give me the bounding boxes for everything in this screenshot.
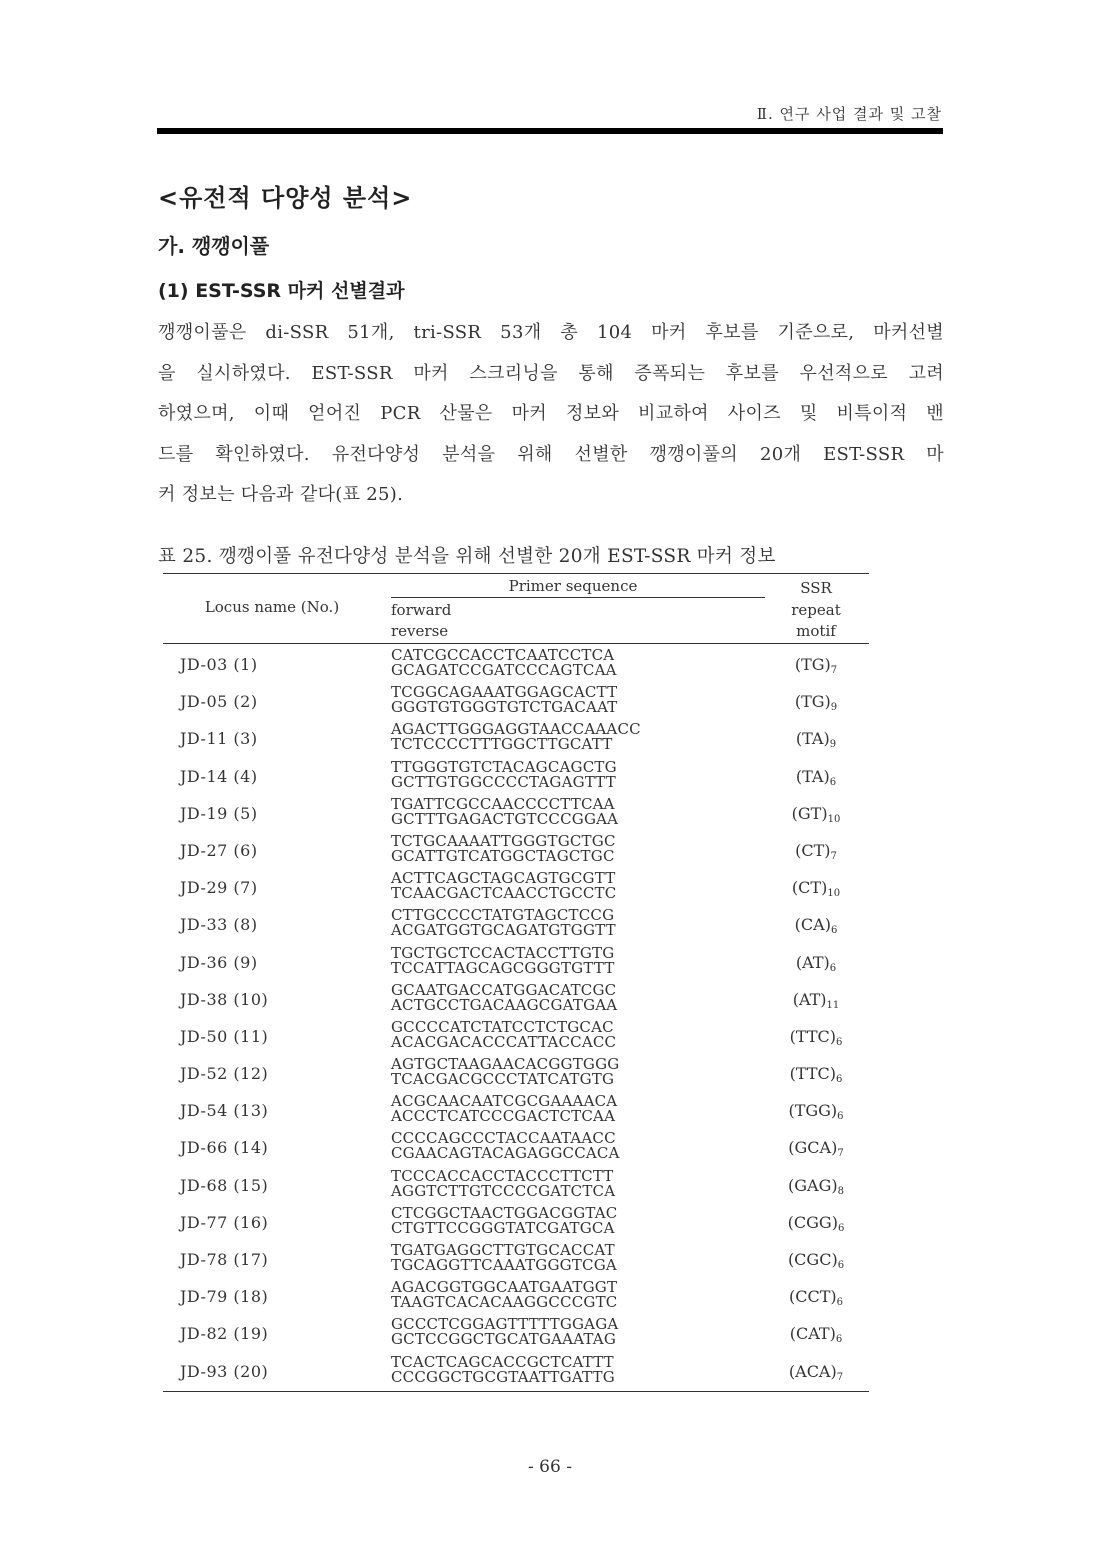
- body-line: 하였으며, 이때 얻어진 PCR 산물은 마커 정보와 비교하여 사이즈 및 비특이적 밴: [158, 403, 944, 424]
- forward-primer: TTGGGTGTCTACAGCAGCTG: [391, 757, 617, 776]
- reverse-primer: TGCAGGTTCAAATGGGTCGA: [391, 1256, 617, 1274]
- motif-repeat-count: 6: [836, 1036, 843, 1048]
- motif-repeat-count: 9: [830, 702, 838, 714]
- motif-unit: (GCA): [788, 1138, 838, 1158]
- table-row: [163, 907, 869, 944]
- ssr-motif: [763, 1027, 869, 1048]
- table-caption: 표 25. 깽깽이풀 유전다양성 분석을 위해 선별한 20개 EST-SSR 마커 정보: [158, 546, 776, 567]
- motif-repeat-count: 7: [836, 1371, 844, 1383]
- subsubsection-title: (1) EST-SSR 마커 선별결과: [158, 280, 405, 302]
- primer-sequence: [391, 871, 616, 901]
- motif-unit: (TA): [795, 766, 830, 786]
- primer-sequence: [391, 1166, 616, 1200]
- forward-primer: ACTTCAGCTAGCAGTGCGTT: [391, 869, 616, 888]
- header-ssr-motif: [763, 578, 869, 643]
- reverse-primer: GGGTGTGGGTGTCTGACAAT: [391, 698, 618, 717]
- reverse-primer: CTGTTCCGGGTATCGATGCA: [391, 1218, 615, 1237]
- body-line: 드를 확인하였다. 유전다양성 분석을 위해 선별한 깽깽이풀의 20개 EST-SSR 마: [158, 443, 944, 465]
- locus-name: JD-82 (19): [180, 1324, 269, 1344]
- ssr-motif: [763, 729, 869, 750]
- motif-repeat-count: 7: [830, 665, 838, 676]
- locus-name: JD-11 (3): [180, 729, 258, 749]
- table-row: [163, 1242, 869, 1279]
- locus-name: JD-77 (16): [180, 1212, 269, 1232]
- ssr-motif: [763, 1138, 869, 1159]
- primer-sequence: [391, 648, 617, 678]
- locus-name: JD-78 (17): [180, 1250, 269, 1269]
- table-row: [163, 1205, 869, 1242]
- table-header: [163, 574, 869, 644]
- ssr-motif: [763, 1213, 869, 1234]
- primer-sequence: [391, 1017, 617, 1051]
- body-line: 커 정보는 다음과 같다(표 25).: [158, 484, 404, 505]
- page-number: - 66 -: [528, 1457, 572, 1477]
- primer-sequence: [391, 980, 618, 1014]
- table-row: [163, 759, 869, 796]
- table-row: [163, 870, 869, 907]
- body-line: 깽깽이풀은 di-SSR 51개, tri-SSR 53개 총 104 마커 후보를 기준으로, 마커선별: [158, 322, 944, 343]
- ssr-motif: [763, 1101, 869, 1122]
- forward-primer: ACGCAACAATCGCGAAAACA: [391, 1092, 618, 1111]
- forward-primer: TGCTGCTCCACTACCTTGTG: [391, 943, 615, 962]
- motif-repeat-count: 10: [827, 888, 841, 900]
- reverse-primer: TCAACGACTCAACCTGCCTC: [391, 884, 617, 903]
- table-row: [163, 1316, 869, 1353]
- reverse-primer: CCCGGCTGCGTAATTGATTG: [391, 1367, 615, 1386]
- locus-name: JD-27 (6): [180, 840, 258, 860]
- primer-sequence: [391, 1317, 618, 1347]
- reverse-primer: TCACGACGCCCTATCATGTG: [391, 1070, 615, 1089]
- forward-primer: TCGGCAGAAATGGAGCACTT: [391, 683, 618, 702]
- header-primer-rule: [391, 597, 765, 598]
- header-locus: Locus name (No.): [204, 598, 340, 616]
- table-row: [163, 684, 869, 721]
- table-row: [163, 1354, 869, 1391]
- forward-primer: TGATGAGGCTTGTGCACCAT: [391, 1241, 615, 1259]
- locus-name: JD-14 (4): [180, 766, 258, 786]
- subsection-title: 가. 깽깽이풀: [158, 234, 270, 258]
- forward-primer: TGATTCGCCAACCCCTTCAA: [391, 794, 615, 813]
- motif-repeat-count: 6: [837, 1111, 844, 1123]
- ssr-motif: [763, 1176, 869, 1197]
- ssr-motif: [763, 953, 869, 974]
- locus-name: JD-54 (13): [180, 1101, 269, 1121]
- table-row: [163, 1056, 869, 1093]
- reverse-primer: GCTCCGGCTGCATGAAATAG: [391, 1330, 617, 1349]
- primer-sequence: [391, 1352, 615, 1386]
- ssr-motif: [763, 878, 869, 899]
- motif-repeat-count: 7: [837, 1148, 844, 1160]
- locus-name: JD-36 (9): [180, 952, 258, 972]
- motif-repeat-count: 9: [829, 739, 837, 751]
- locus-name: JD-03 (1): [180, 655, 258, 674]
- header-forward: forward: [391, 601, 452, 619]
- motif-repeat-count: 6: [830, 925, 838, 937]
- ssr-motif: [763, 1064, 869, 1085]
- reverse-primer: ACACGACACCCATTACCACC: [391, 1032, 617, 1051]
- motif-unit: (TGG): [788, 1101, 838, 1121]
- motif-repeat-count: 8: [837, 1185, 844, 1197]
- motif-unit: (CT): [795, 840, 831, 860]
- primer-sequence: [391, 1203, 618, 1237]
- reverse-primer: ACCCTCATCCCGACTCTCAA: [391, 1107, 616, 1126]
- forward-primer: TCACTCAGCACCGCTCATTT: [391, 1352, 614, 1371]
- motif-unit: (AT): [792, 989, 827, 1009]
- primer-sequence: [391, 685, 618, 715]
- motif-repeat-count: 7: [830, 850, 837, 862]
- forward-primer: CCCCAGCCCTACCAATAACC: [391, 1129, 616, 1148]
- ssr-motif: [763, 1362, 869, 1383]
- table-row: [163, 1168, 869, 1205]
- reverse-primer: TCCATTAGCAGCGGGTGTTT: [391, 958, 615, 977]
- motif-repeat-count: 6: [829, 962, 837, 974]
- forward-primer: CTTGCCCCTATGTAGCTCCG: [391, 906, 615, 925]
- locus-name: JD-05 (2): [180, 692, 258, 712]
- ssr-motif: [763, 655, 869, 676]
- table-row: [163, 945, 869, 982]
- primer-sequence: [391, 757, 617, 791]
- section-title: <유전적 다양성 분석>: [158, 184, 413, 212]
- ssr-motif: [763, 990, 869, 1011]
- forward-primer: AGTGCTAAGAACACGGTGGG: [391, 1055, 620, 1074]
- header-motif-line: repeat: [791, 600, 841, 619]
- locus-name: JD-38 (10): [180, 989, 269, 1009]
- motif-unit: (CAT): [789, 1324, 836, 1344]
- table-row: [163, 1130, 869, 1167]
- locus-name: JD-29 (7): [180, 878, 258, 898]
- primer-sequence: [391, 1131, 620, 1161]
- motif-unit: (TA): [795, 729, 830, 749]
- table-row: [163, 1279, 869, 1316]
- reverse-primer: GCATTGTCATGGCTAGCTGC: [391, 846, 615, 865]
- table-body: [163, 647, 869, 1391]
- marker-table: [163, 573, 869, 1392]
- locus-name: JD-19 (5): [180, 803, 258, 823]
- reverse-primer: ACGATGGTGCAGATGTGGTT: [391, 921, 616, 940]
- primer-sequence: [391, 908, 616, 938]
- table-row: [163, 833, 869, 870]
- primer-sequence: [391, 722, 641, 752]
- header-motif-line: motif: [796, 622, 836, 640]
- body-paragraph: [158, 313, 944, 516]
- table-row: [163, 721, 869, 758]
- motif-unit: (TG): [794, 692, 831, 712]
- reverse-primer: TCTCCCCTTTGGCTTGCATT: [391, 735, 613, 754]
- reverse-primer: GCTTTGAGACTGTCCCGGAA: [391, 809, 619, 828]
- motif-repeat-count: 11: [826, 999, 840, 1011]
- locus-name: JD-93 (20): [180, 1361, 269, 1381]
- ssr-motif: [763, 767, 869, 788]
- table-row: [163, 1019, 869, 1056]
- forward-primer: GCCCTCGGAGTTTTTGGAGA: [391, 1315, 619, 1334]
- primer-sequence: [391, 1243, 617, 1273]
- motif-repeat-count: 6: [829, 776, 837, 788]
- ssr-motif: [763, 1287, 869, 1308]
- motif-unit: (CGC): [787, 1250, 838, 1269]
- forward-primer: GCCCCATCTATCCTCTGCAC: [391, 1017, 614, 1036]
- motif-repeat-count: 6: [837, 1222, 845, 1234]
- reverse-primer: CGAACAGTACAGAGGCCACA: [391, 1144, 620, 1163]
- primer-sequence: [391, 831, 616, 865]
- motif-repeat-count: 6: [837, 1260, 845, 1271]
- table-row: [163, 647, 869, 684]
- ssr-motif: [763, 841, 869, 862]
- ssr-motif: [763, 915, 869, 936]
- motif-unit: (AT): [795, 952, 830, 972]
- primer-sequence: [391, 943, 615, 977]
- header-rule: [157, 128, 943, 134]
- motif-repeat-count: 6: [836, 1297, 843, 1309]
- motif-repeat-count: 6: [836, 1074, 843, 1086]
- motif-unit: (CA): [794, 915, 831, 935]
- motif-unit: (TTC): [789, 1064, 836, 1084]
- reverse-primer: ACTGCCTGACAAGCGATGAA: [391, 995, 618, 1014]
- reverse-primer: GCTTGTGGCCCCTAGAGTTT: [391, 772, 616, 791]
- forward-primer: CATCGCCACCTCAATCCTCA: [391, 646, 615, 664]
- motif-unit: (TTC): [789, 1026, 836, 1046]
- motif-unit: (CGG): [787, 1212, 838, 1232]
- table-row: [163, 796, 869, 833]
- header-primer-sequence: Primer sequence: [508, 577, 638, 595]
- ssr-motif: [763, 1250, 869, 1271]
- table-row: [163, 1093, 869, 1130]
- locus-name: JD-79 (18): [180, 1287, 269, 1307]
- running-header: Ⅱ. 연구 사업 결과 및 고찰: [756, 105, 942, 123]
- motif-unit: (GAG): [788, 1175, 838, 1195]
- primer-sequence: [391, 1057, 619, 1087]
- motif-unit: (CT): [791, 878, 828, 898]
- forward-primer: TCCCACCACCTACCCTTCTT: [391, 1166, 614, 1185]
- primer-sequence: [391, 794, 619, 828]
- motif-repeat-count: 6: [835, 1334, 843, 1346]
- ssr-motif: [763, 692, 869, 713]
- locus-name: JD-66 (14): [180, 1138, 269, 1158]
- reverse-primer: GCAGATCCGATCCCAGTCAA: [391, 661, 617, 679]
- motif-repeat-count: 10: [827, 813, 841, 825]
- locus-name: JD-52 (12): [180, 1064, 269, 1084]
- locus-name: JD-68 (15): [180, 1175, 269, 1195]
- table-row: [163, 982, 869, 1019]
- motif-unit: (CCT): [788, 1287, 837, 1307]
- primer-sequence: [391, 1094, 617, 1124]
- forward-primer: AGACTTGGGAGGTAACCAAACC: [391, 720, 641, 739]
- forward-primer: GCAATGACCATGGACATCGC: [391, 980, 617, 999]
- ssr-motif: [763, 1324, 869, 1345]
- forward-primer: TCTGCAAAATTGGGTGCTGC: [391, 831, 616, 850]
- reverse-primer: TAAGTCACACAAGGCCCGTC: [391, 1293, 618, 1312]
- locus-name: JD-33 (8): [180, 915, 258, 935]
- forward-primer: CTCGGCTAACTGGACGGTAC: [391, 1203, 618, 1222]
- primer-sequence: [391, 1280, 617, 1310]
- motif-unit: (GT): [791, 803, 828, 823]
- motif-unit: (TG): [794, 655, 831, 674]
- header-reverse: reverse: [391, 622, 449, 640]
- locus-name: JD-50 (11): [180, 1026, 269, 1046]
- motif-unit: (ACA): [788, 1361, 837, 1381]
- header-motif-line: SSR: [800, 579, 832, 597]
- forward-primer: AGACGGTGGCAATGAATGGT: [391, 1278, 618, 1297]
- reverse-primer: AGGTCTTGTCCCCGATCTCA: [391, 1181, 616, 1200]
- ssr-motif: [763, 804, 869, 825]
- body-line: 을 실시하였다. EST-SSR 마커 스크리닝을 통해 증폭되는 후보를 우선적으로 고려: [158, 362, 944, 384]
